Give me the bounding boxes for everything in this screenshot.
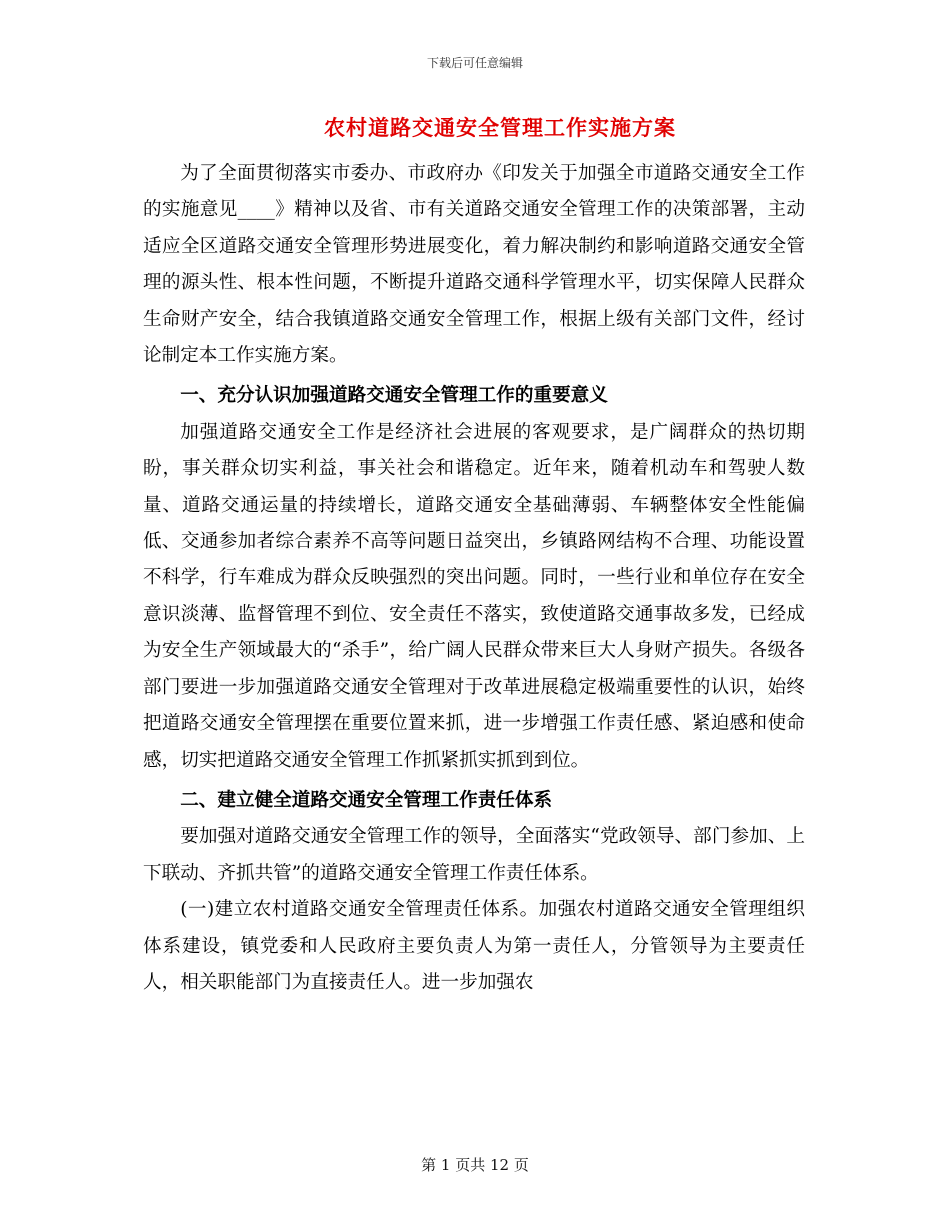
- section-1-paragraph: 加强道路交通安全工作是经济社会进展的客观要求，是广阔群众的热切期盼，事关群众切实利益，事关社会和谐稳定。近年来，随着机动车和驾驶人数量、道路交通运量的持续增长，道路交通安全基础薄弱、车辆整体安全性能偏低、交通参加者综合素养不高等问题日益突出，乡镇路网结构不合理、功能设置不科学，行车难成为群众反映强烈的突出问题。同时，一些行业和单位存在安全意识淡薄、监督管理不到位、安全责任不落实，致使道路交通事故多发，已经成为安全生产领域最大的“杀手”，给广阔人民群众带来巨大人身财产损失。各级各部门要进一步加强道路交通安全管理对于改革进展稳定极端重要性的认识，始终把道路交通安全管理摆在重要位置来抓，进一步增强工作责任感、紧迫感和使命感，切实把道路交通安全管理工作抓紧抓实抓到到位。: [143, 421, 805, 771]
- document-body: [143, 156, 805, 1001]
- section-1-heading: 一、充分认识加强道路交通安全管理工作的重要意义: [180, 385, 608, 407]
- section-2-paragraph: 要加强对道路交通安全管理工作的领导，全面落实“党政领导、部门参加、上下联动、齐抓共管”的道路交通安全管理工作责任体系。: [143, 826, 805, 884]
- page-number: 第 1 页共 12 页: [421, 1156, 529, 1174]
- section-2-heading: 二、建立健全道路交通安全管理工作责任体系: [180, 789, 553, 811]
- intro-paragraph: 为了全面贯彻落实市委办、市政府办《印发关于加强全市道路交通安全工作的实施意见____》精神以及省、市有关道路交通安全管理工作的决策部署，主动适应全区道路交通安全管理形势进展变化，着力解决制约和影响道路交通安全管理的源头性、根本性问题，不断提升道路交通科学管理水平，切实保障人民群众生命财产安全，结合我镇道路交通安全管理工作，根据上级有关部门文件，经讨论制定本工作实施方案。: [143, 163, 805, 367]
- document-title: 农村道路交通安全管理工作实施方案: [324, 115, 676, 140]
- header-note: 下载后可任意编辑: [426, 56, 523, 70]
- section-2-subsection-1: (一)建立农村道路交通安全管理责任体系。加强农村道路交通安全管理组织体系建设，镇党委和人民政府主要负责人为第一责任人，分管领导为主要责任人，相关职能部门为直接责任人。进一步加强农: [143, 899, 805, 993]
